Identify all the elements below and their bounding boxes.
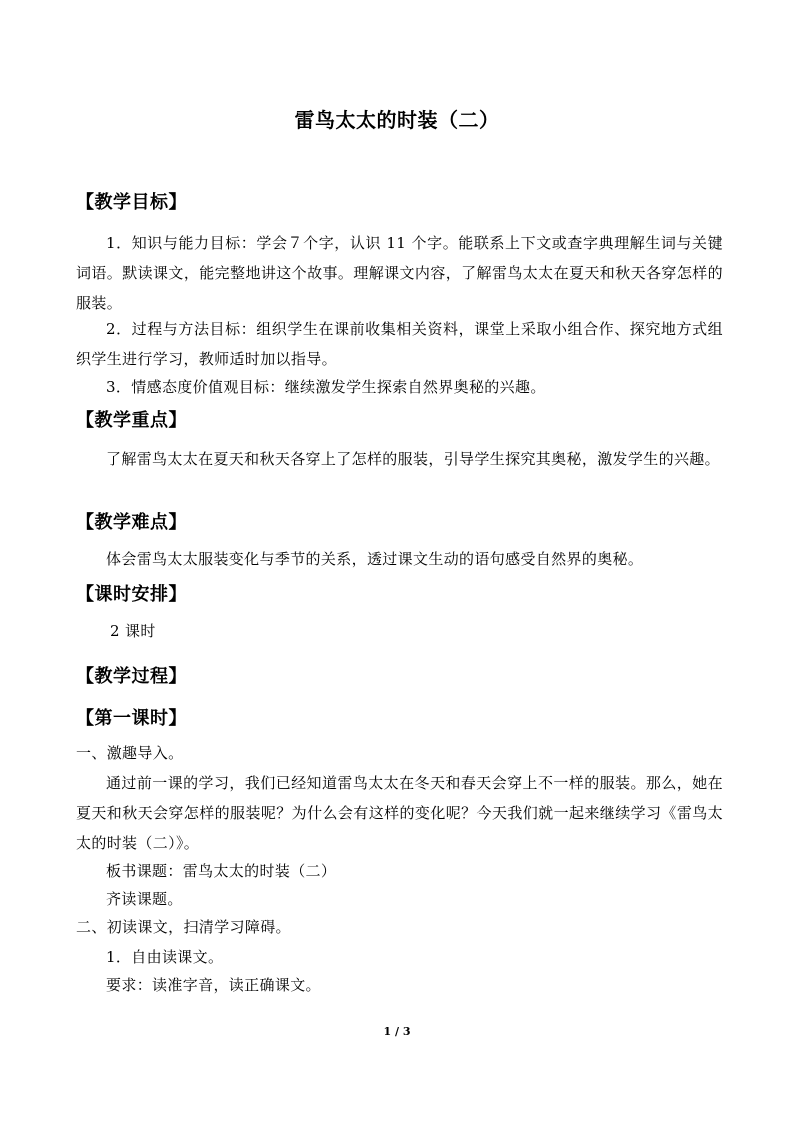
key-points-text: 了解雷鸟太太在夏天和秋天各穿上了怎样的服装，引导学生探究其奥秘，激发学生的兴趣。 [106, 450, 721, 468]
schedule-text: 2 课时 [110, 622, 156, 640]
section-heading-difficulties: 【教学难点】 [76, 512, 187, 533]
read-title-line: 齐读课题。 [106, 890, 183, 908]
step-two-title: 二、初读课文，扫清学习障碍。 [76, 918, 291, 936]
step-two-item-one: 1．自由读课文。 [106, 948, 224, 966]
step-one-text: 通过前一课的学习，我们已经知道雷鸟太太在冬天和春天会穿上不一样的服装。那么，她在夏天和秋天会穿怎样的服装呢？为什么会有这样的变化呢？今天我们就一起来继续学习《雷鸟太太的时装（二）》。 [76, 774, 723, 852]
section-heading-first-lesson: 【第一课时】 [76, 708, 187, 729]
document-title: 雷鸟太太的时装（二） [294, 108, 500, 132]
difficulties-text: 体会雷鸟太太服装变化与季节的关系，透过课文生动的语句感受自然界的奥秘。 [106, 550, 644, 568]
goal-process-method: 2．过程与方法目标：组织学生在课前收集相关资料，课堂上采取小组合作、探究地方式组织学生进行学习，教师适时加以指导。 [76, 320, 723, 368]
goal-emotion-attitude: 3．情感态度价值观目标：继续激发学生探索自然界奥秘的兴趣。 [106, 378, 546, 396]
section-heading-teaching-goals: 【教学目标】 [76, 192, 187, 213]
section-heading-teaching-process: 【教学过程】 [76, 666, 187, 687]
section-heading-key-points: 【教学重点】 [76, 410, 187, 431]
page-number: 1 / 3 [383, 1025, 411, 1038]
board-title-line: 板书课题：雷鸟太太的时装（二） [106, 862, 337, 880]
step-one-title: 一、激趣导入。 [76, 744, 184, 762]
step-two-requirement: 要求：读准字音，读正确课文。 [106, 976, 321, 994]
section-heading-schedule: 【课时安排】 [76, 584, 187, 605]
goal-knowledge-ability: 1．知识与能力目标：学会７个字，认识 11 个字。能联系上下文或查字典理解生词与关键词语。默读课文，能完整地讲这个故事。理解课文内容，了解雷鸟太太在夏天和秋天各穿怎样的服装。 [76, 234, 723, 312]
